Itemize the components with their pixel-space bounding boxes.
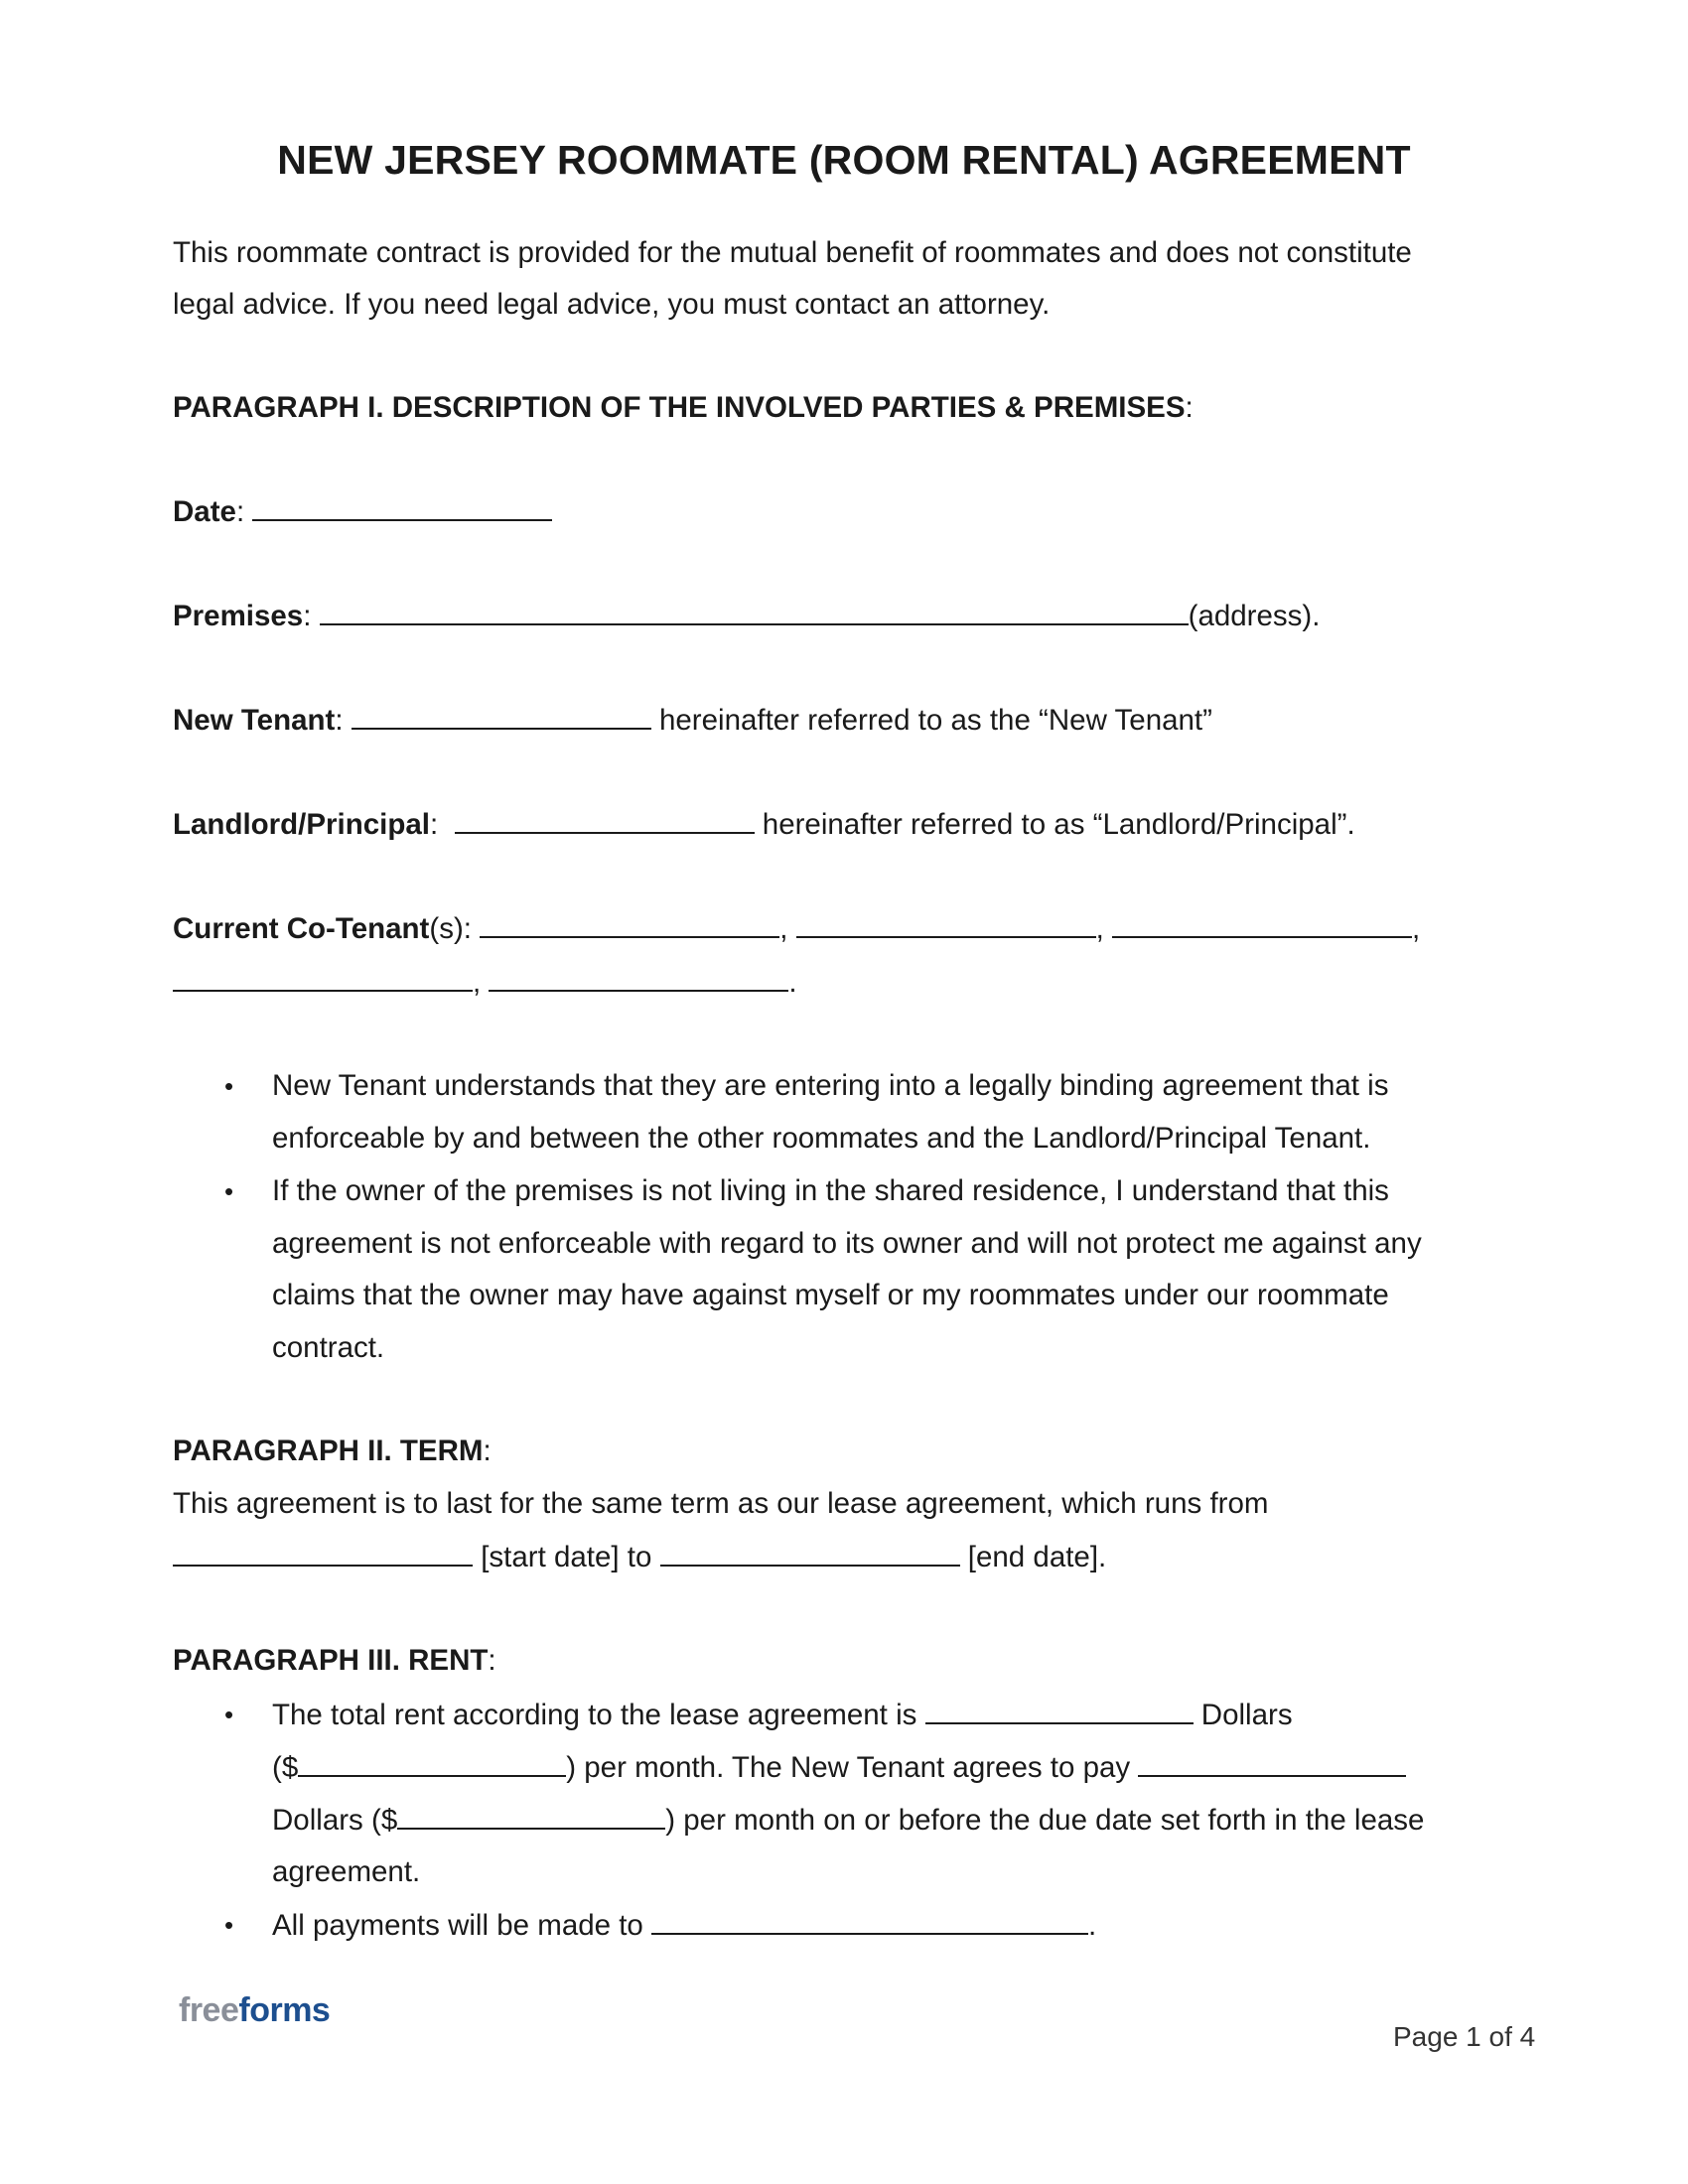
end-date-label: [end date]. [967, 1541, 1107, 1573]
cotenant-field-3[interactable] [1112, 910, 1412, 938]
paragraph-2-heading-text: PARAGRAPH II. TERM [173, 1434, 484, 1467]
document-title: NEW JERSEY ROOMMATE (ROOM RENTAL) AGREEMENT [277, 137, 1411, 183]
p1-bullet-2-line-4: contract. [272, 1331, 385, 1364]
new-tenant-row: New Tenant: hereinafter referred to as the “New Tenant” [173, 704, 1212, 737]
cotenant-field-5[interactable] [489, 964, 788, 992]
new-tenant-field[interactable] [352, 702, 651, 730]
payee-field[interactable] [651, 1907, 1088, 1935]
paragraph-3-heading: PARAGRAPH III. RENT: [173, 1644, 496, 1677]
bullet-icon: • [224, 1700, 234, 1729]
cotenant-row-1: Current Co-Tenant(s): , , , [173, 912, 1421, 945]
total-rent-words-field[interactable] [925, 1697, 1194, 1724]
paragraph-3-heading-text: PARAGRAPH III. RENT [173, 1644, 489, 1677]
landlord-suffix: hereinafter referred to as “Landlord/Principal”. [762, 808, 1355, 841]
rent-line-1 [272, 1697, 1293, 1733]
p1-bullet-1-line-1: New Tenant understands that they are entering into a legally binding agreement that is [272, 1069, 1389, 1102]
intro-line-2: legal advice. If you need legal advice, you must contact an attorney. [173, 288, 1051, 321]
rent-line-2 [272, 1749, 1406, 1786]
landlord-label: Landlord/Principal [173, 808, 430, 841]
term-line-2 [173, 1539, 1106, 1575]
premises-address-field[interactable] [320, 598, 1189, 625]
tenant-rent-amount-field[interactable] [397, 1802, 665, 1830]
cotenant-label: Current Co-Tenant [173, 912, 430, 945]
paragraph-2-heading: PARAGRAPH II. TERM: [173, 1434, 492, 1467]
landlord-field[interactable] [455, 806, 755, 834]
bullet-icon: • [224, 1176, 234, 1206]
landlord-row: Landlord/Principal: hereinafter referred to as “Landlord/Principal”. [173, 808, 1355, 841]
page-number: Page 1 of 4 [1393, 2021, 1536, 2052]
rent-line-3 [272, 1802, 1424, 1839]
date-label: Date [173, 495, 236, 528]
freeforms-logo [179, 1991, 330, 2030]
term-line-1: This agreement is to last for the same term as our lease agreement, which runs from [173, 1487, 1269, 1520]
cotenant-field-4[interactable] [173, 964, 473, 992]
cotenant-field-1[interactable] [480, 910, 779, 938]
cotenant-label-suffix: (s): [429, 912, 472, 945]
rent-text-3: ($ [272, 1751, 299, 1784]
rent-text-1: The total rent according to the lease agreement is [272, 1699, 917, 1731]
premises-row: Premises: (address). [173, 600, 1321, 632]
cotenant-field-2[interactable] [796, 910, 1096, 938]
p1-bullet-1-line-2: enforceable by and between the other roommates and the Landlord/Principal Tenant. [272, 1122, 1371, 1155]
date-field[interactable] [252, 493, 552, 521]
bullet-icon: • [224, 1071, 234, 1101]
start-date-field[interactable] [173, 1539, 473, 1567]
p1-bullet-2-line-1: If the owner of the premises is not living in the shared residence, I understand that this [272, 1174, 1389, 1207]
total-rent-amount-field[interactable] [298, 1749, 566, 1777]
paragraph-1-heading-text: PARAGRAPH I. DESCRIPTION OF THE INVOLVED PARTIES & PREMISES [173, 391, 1186, 424]
premises-suffix: (address). [1188, 600, 1321, 632]
rent-line-4: agreement. [272, 1855, 421, 1888]
p1-bullet-2-line-3: claims that the owner may have against myself or my roommates under our roommate [272, 1279, 1389, 1311]
premises-label: Premises [173, 600, 304, 632]
paragraph-1-heading: PARAGRAPH I. DESCRIPTION OF THE INVOLVED PARTIES & PREMISES: [173, 391, 1194, 424]
p1-bullet-2-line-2: agreement is not enforceable with regard to its owner and will not protect me against any [272, 1227, 1422, 1260]
bullet-icon: • [224, 1910, 234, 1940]
rent-text-5: Dollars ($ [272, 1804, 398, 1837]
start-date-label: [start date] to [481, 1541, 652, 1573]
new-tenant-label: New Tenant [173, 704, 336, 737]
date-row: Date: [173, 493, 552, 530]
cotenant-row-2: , . [173, 964, 797, 1001]
rent-text-4: ) per month. The New Tenant agrees to pay [566, 1751, 1131, 1784]
logo-forms-text: forms [238, 1991, 331, 2029]
logo-free-text: free [179, 1991, 239, 2029]
payments-line: All payments will be made to . [272, 1909, 1097, 1942]
tenant-rent-words-field[interactable] [1138, 1749, 1406, 1777]
payments-text: All payments will be made to [272, 1909, 643, 1942]
intro-line-1: This roommate contract is provided for the mutual benefit of roommates and does not constitute [173, 236, 1412, 269]
new-tenant-suffix: hereinafter referred to as the “New Tenant” [658, 704, 1212, 737]
rent-text-2: Dollars [1200, 1699, 1293, 1731]
rent-text-6: ) per month on or before the due date set forth in the lease [665, 1804, 1425, 1837]
end-date-field[interactable] [660, 1539, 960, 1567]
